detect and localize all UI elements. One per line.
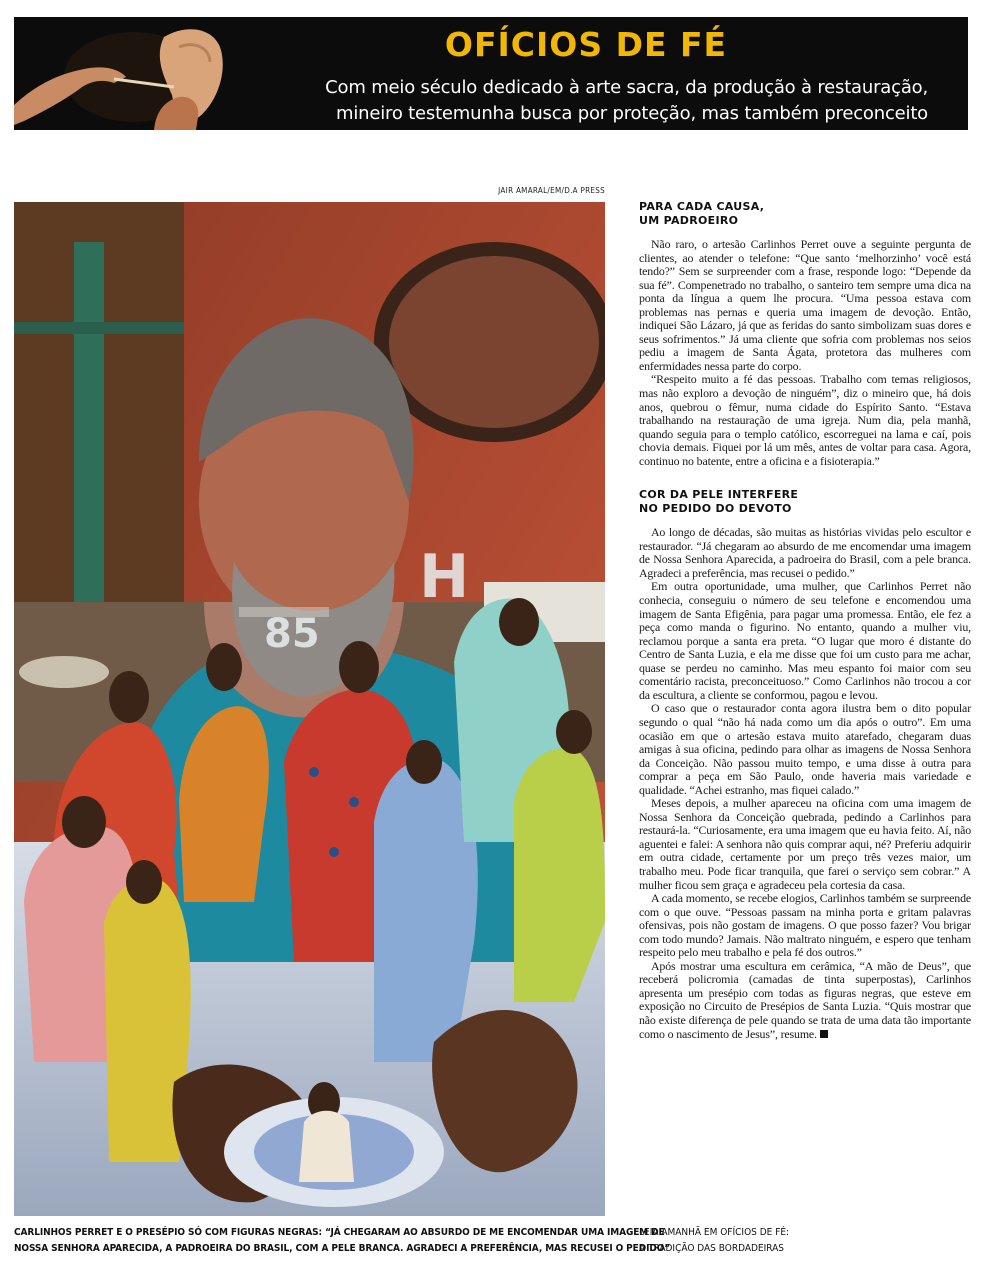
paragraph: Ao longo de décadas, são muitas as histórias vividas pelo escultor e restaurador. “Já chegaram ao absurdo de me encomendar uma imagem de Nossa Senhora Aparecida, a padroeira do Brasil, com a pele branca. Agradeci a preferência, mas recusei o pedido.” <box>639 525 971 580</box>
paragraph: Em outra oportunidade, uma mulher, que Carlinhos Perret não conhecia, conseguiu o número de seu telefone e encomendou uma imagem de Santa Efigênia, para pagar uma promessa. Então, ele fez a peça como manda o figurino. No entanto, quando a mulher viu, reclamou porque a santa era preta. “O lugar que moro é distante do Centro de Santa Luzia, e ela me disse que foi um custo para me achar, quase se perdeu no caminho. Mas meu espanto foi maior com seu comentário racista, preconceituoso.” Como Carlinhos não trocou a cor da escultura, a cliente se conformou, pagou e levou. <box>639 579 971 702</box>
section-banner <box>14 17 968 130</box>
section-title: OFÍCIOS DE FÉ <box>444 25 728 64</box>
next-edition-teaser <box>639 1225 969 1257</box>
paragraph: “Respeito muito a fé das pessoas. Trabalho com temas religiosos, mas não exploro a devoção de ninguém”, diz o mineiro que, há dois anos, quebrou o fêmur, numa cidade do Espírito Santo. “Estava trabalhando na restauração de uma igreja. Num dia, pela manhã, quando seguia para o templo católico, escorreguei na lama e caí, pois chovia demais. Fiquei por lá um mês, antes de voltar para casa. Agora, continuo no batente, entre a oficina e a fisioterapia.” <box>639 372 971 468</box>
paragraph: Após mostrar uma escultura em cerâmica, “A mão de Deus”, que receberá policromia (camadas de tinta superpostas), Carlinhos apresenta um presépio com todas as figuras negras, que esteve em exposição no Circuito de Presépios de Santa Luzia. “Quis mostrar que não existe diferença de pele quando se trata de uma data tão importante como o nascimento de Jesus”, resume. <box>639 958 971 1041</box>
subheading <box>639 488 971 516</box>
photo-artisan-with-nativity <box>14 202 605 1216</box>
caption-line: CARLINHOS PERRET E O PRESÉPIO SÓ COM FIGURAS NEGRAS: “JÁ CHEGARAM AO ABSURDO DE ME ENCOMENDAR UMA IMAGEM DE <box>14 1227 665 1238</box>
hands-carving-figure-icon <box>14 17 244 130</box>
subheading <box>639 200 971 228</box>
article-body <box>639 526 971 1041</box>
end-mark-icon <box>820 1030 828 1038</box>
paragraph: Não raro, o artesão Carlinhos Perret ouve a seguinte pergunta de clientes, ao atender o telefone: “Que santo ‘melhorzinho’ você está tendo?” Sem se surpreender com a frase, responde logo: “Depende da sua fé”. Compenetrado no trabalho, o santeiro tem sempre uma dica na ponta da língua a quem lhe procura. “Uma pessoa estava com problemas nas pernas e queria uma imagem de devoção. Então, indiquei São Lázaro, já que as feridas do santo simbolizam suas dores e seus sofrimentos.” Já uma cliente que sofria com problemas nos seios pediu a imagem de Santa Ágata, protetora das mulheres com enfermidades nessa parte do corpo. <box>639 237 971 373</box>
svg-text:85: 85 <box>264 611 320 657</box>
subheading-line: COR DA PELE INTERFERE <box>639 488 799 502</box>
article-column <box>639 200 971 1041</box>
photo-credit: JAIR AMARAL/EM/D.A PRESS <box>498 186 605 195</box>
subheading-line: NO PEDIDO DO DEVOTO <box>639 502 792 516</box>
deck-line: mineiro testemunha busca por proteção, mas também preconceito <box>336 103 928 124</box>
paragraph: A cada momento, se recebe elogios, Carlinhos também se surpreende com o que ouve. “Pessoas passam na minha porta e gritam palavras ofensivas, pois não gostam de imagens. O que posso fazer? Vou brigar com todo mundo? Jamais. Não maltrato ninguém, e espero que tenham respeito pelo meu trabalho e pela fé dos outros.” <box>639 891 971 960</box>
teaser-line: A TRADIÇÃO DAS BORDADEIRAS <box>639 1243 784 1254</box>
photo-caption <box>14 1225 671 1257</box>
article-body <box>639 238 971 468</box>
caption-line: NOSSA SENHORA APARECIDA, A PADROEIRA DO BRASIL, COM A PELE BRANCA. AGRADECI A PREFERÊNCIA, MAS RECUSEI O PEDIDO” <box>14 1243 671 1254</box>
paragraph: O caso que o restaurador conta agora ilustra bem o dito popular segundo o qual “não há nada como um dia após o outro”. Em uma ocasião em que o artesão estava muito atarefado, chegaram duas amigas à sua oficina, pedindo para olhar as imagens de Nossa Senhora da Conceição. Não passou muito tempo, e uma disse à outra para comprar a peça em São Paulo, onde haveria mais variedade e qualidade. “Achei estranho, mas fiquei calado.” <box>639 701 971 797</box>
paragraph-last <box>639 960 971 1041</box>
subheading-line: PARA CADA CAUSA, <box>639 200 765 213</box>
subheading-line: UM PADROEIRO <box>639 214 739 227</box>
svg-text:H: H <box>419 542 470 612</box>
teaser-line: LEIA AMANHÃ EM OFÍCIOS DE FÉ: <box>639 1227 790 1238</box>
paragraph: Meses depois, a mulher apareceu na oficina com uma imagem de Nossa Senhora da Conceição quebrada, pedindo a Carlinhos para restaurá-la. “Curiosamente, era uma imagem que eu havia feito. Aí, não aguentei e falei: A senhora não quis comprar aqui, né? Preferiu adquirir em outra cidade, certamente por um preço três vezes maior, um trabalho meu. Pode ficar tranquila, que farei o serviço sem cobrar.” A mulher ficou sem graça e agradeceu pela cortesia da casa. <box>639 796 971 892</box>
deck-line: Com meio século dedicado à arte sacra, da produção à restauração, <box>325 77 928 98</box>
